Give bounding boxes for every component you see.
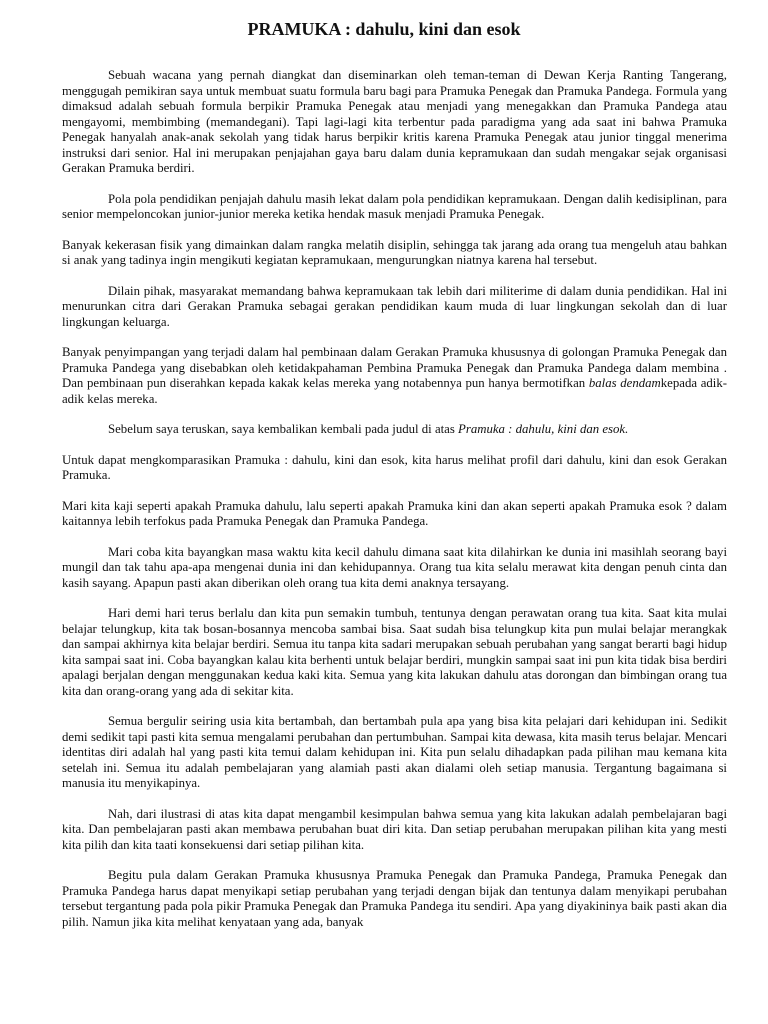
paragraph-text: Begitu pula dalam Gerakan Pramuka khususnya Pramuka Penegak dan Pramuka Pandega, Pramuka Penegak dan Pramuka Pandega harus dapat menyikapi setiap perubahan yang terjadi dengan bijak dan tentunya dalam menyikapi perubahan tersebut tergantung pada pola pikir Pramuka Penegak dan Pramuka Pandega itu sendiri. Apa yang diyakininya baik pasti akan dia pilih. Namun jika kita melihat kenyataan yang ada, banyak: [62, 868, 727, 929]
paragraph-4: [62, 284, 727, 331]
paragraph-emphasis: Pramuka : dahulu, kini dan esok.: [458, 422, 629, 436]
paragraph-2: [62, 192, 727, 223]
paragraph-text: kepada adik-adik kelas mereka.: [62, 376, 727, 406]
paragraph-1: [62, 68, 727, 177]
paragraph-13: [62, 868, 727, 930]
paragraph-11: [62, 714, 727, 792]
paragraph-6: [62, 422, 727, 438]
paragraph-text: Untuk dapat mengkomparasikan Pramuka : dahulu, kini dan esok, kita harus melihat profil dari dahulu, kini dan esok Gerakan Pramuka.: [62, 452, 727, 482]
paragraph-3: [62, 238, 727, 269]
paragraph-5: [62, 345, 727, 407]
paragraph-text: Nah, dari ilustrasi di atas kita dapat mengambil kesimpulan bahwa semua yang kita lakukan adalah pembelajaran bagi kita. Dan pembelajaran pasti akan membawa perubahan buat diri kita. Dan setiap perubahan merupakan pilihan kita yang mesti kita pilih dan kita taati konsekuensi dari setiap pilihan kita.: [62, 806, 727, 852]
paragraph-9: [62, 545, 727, 592]
document-title: PRAMUKA : dahulu, kini dan esok: [247, 19, 521, 39]
paragraph-text: Semua bergulir seiring usia kita bertambah, dan bertambah pula apa yang bisa kita pelajari dari kehidupan ini. Sedikit demi sedikit tapi pasti kita semua mengalami perubahan dan pertumbuhan. Sampai kita dewasa, kita masih terus belajar. Mencari identitas diri adalah hal yang pasti kita temui dalam kehidupan ini. Kita pun selalu dihadapkan pada pilihan mau kemana kita setelah ini. Semua itu adalah pembelajaran yang alamiah pasti akan dialami oleh setiap manusia. Tergantung bagaimana si manusia itu menyikapinya.: [62, 714, 727, 790]
paragraph-12: [62, 807, 727, 854]
paragraph-text: Sebelum saya teruskan, saya kembalikan kembali pada judul di atas: [108, 422, 459, 436]
document-body: [62, 68, 727, 930]
paragraph-text: Sebuah wacana yang pernah diangkat dan diseminarkan oleh teman-teman di Dewan Kerja Ranting Tangerang, menggugah pemikiran saya untuk membuat suatu formula baru bagi para Pramuka Penegak dan Pramuka Pandega. Formula yang dimaksud adalah sebuah formula berpikir Pramuka Penegak atau menjadi yang menegakkan dan Pramuka Pandega atau mengayomi, membimbing (memandegani). Tapi lagi-lagi kita terbentur pada paradigma yang ada saat ini bahwa Pramuka Penegak hanyalah anak-anak sekolah yang tidak harus berpikir kritis karena Pramuka Penegak atau junior tinggal menerima instruksi dari senior. Hal ini merupakan penjajahan gaya baru dalam dunia kepramukaan dan sudah mengakar sejak organisasi Gerakan Pramuka berdiri.: [62, 68, 727, 175]
paragraph-text: Pola pola pendidikan penjajah dahulu masih lekat dalam pola pendidikan kepramukaan. Dengan dalih kedisiplinan, para senior mempeloncokan junior-junior mereka ketika hendak masuk menjadi Pramuka Penegak.: [62, 191, 727, 221]
paragraph-text: Banyak penyimpangan yang terjadi dalam hal pembinaan dalam Gerakan Pramuka khususnya di golongan Pramuka Penegak dan Pramuka Pandega yang disebabkan oleh ketidakpahaman Pembina Pramuka Penegak dan Pramuka Pandega dalam membina . Dan pembinaan pun diserahkan kepada kakak kelas mereka yang notabennya pun hanya bermotifkan: [62, 345, 727, 390]
paragraph-7: [62, 453, 727, 484]
paragraph-text: Mari coba kita bayangkan masa waktu kita kecil dahulu dimana saat kita dilahirkan ke dunia ini masihlah seorang bayi mungil dan tak tahu apa-apa mengenai dunia ini dan kehidupannya. Orang tua kita selalu merawat kita dengan penuh cinta dan kasih sayang. Apapun pasti akan diberikan oleh orang tua kita demi anaknya tersayang.: [62, 544, 727, 590]
paragraph-emphasis: balas dendam: [588, 376, 661, 390]
paragraph-text: Banyak kekerasan fisik yang dimainkan dalam rangka melatih disiplin, sehingga tak jarang ada orang tua mengeluh atau bahkan si anak yang tadinya ingin mengikuti kegiatan kepramukaan, mengurungkan niatnya karena hal tersebut.: [62, 237, 727, 267]
paragraph-text: Dilain pihak, masyarakat memandang bahwa kepramukaan tak lebih dari militerime di dalam dunia pendidikan. Hal ini menurunkan citra dari Gerakan Pramuka sebagai gerakan pendidikan kaum muda di luar lingkungan sekolah dan di luar lingkungan keluarga.: [62, 283, 727, 329]
paragraph-text: Hari demi hari terus berlalu dan kita pun semakin tumbuh, tentunya dengan perawatan orang tua kita. Saat kita mulai belajar telungkup, kita tak bosan-bosannya mencoba sambai bisa. Saat sudah bisa telungkup kita pun mulai belajar merangkak dan sampai akhirnya kita belajar berdiri. Semua itu tanpa kita sadari merupakan sebuah perubahan yang sangat berarti bagi hidup kita sampai saat ini. Coba bayangkan kalau kita berhenti untuk belajar berdiri, mungkin sampai saat ini pun kita tidak bisa berdiri apalagi berjalan dengan menggunakan kedua kaki kita. Semua yang kita lakukan dahulu atas dorongan dan bimbingan orang tua kita dan orang-orang yang ada di sekitar kita.: [62, 606, 727, 698]
paragraph-8: [62, 499, 727, 530]
paragraph-text: Mari kita kaji seperti apakah Pramuka dahulu, lalu seperti apakah Pramuka kini dan akan seperti apakah Pramuka esok ? dalam kaitannya lebih terfokus pada Pramuka Penegak dan Pramuka Pandega.: [62, 498, 727, 528]
paragraph-10: [62, 606, 727, 699]
